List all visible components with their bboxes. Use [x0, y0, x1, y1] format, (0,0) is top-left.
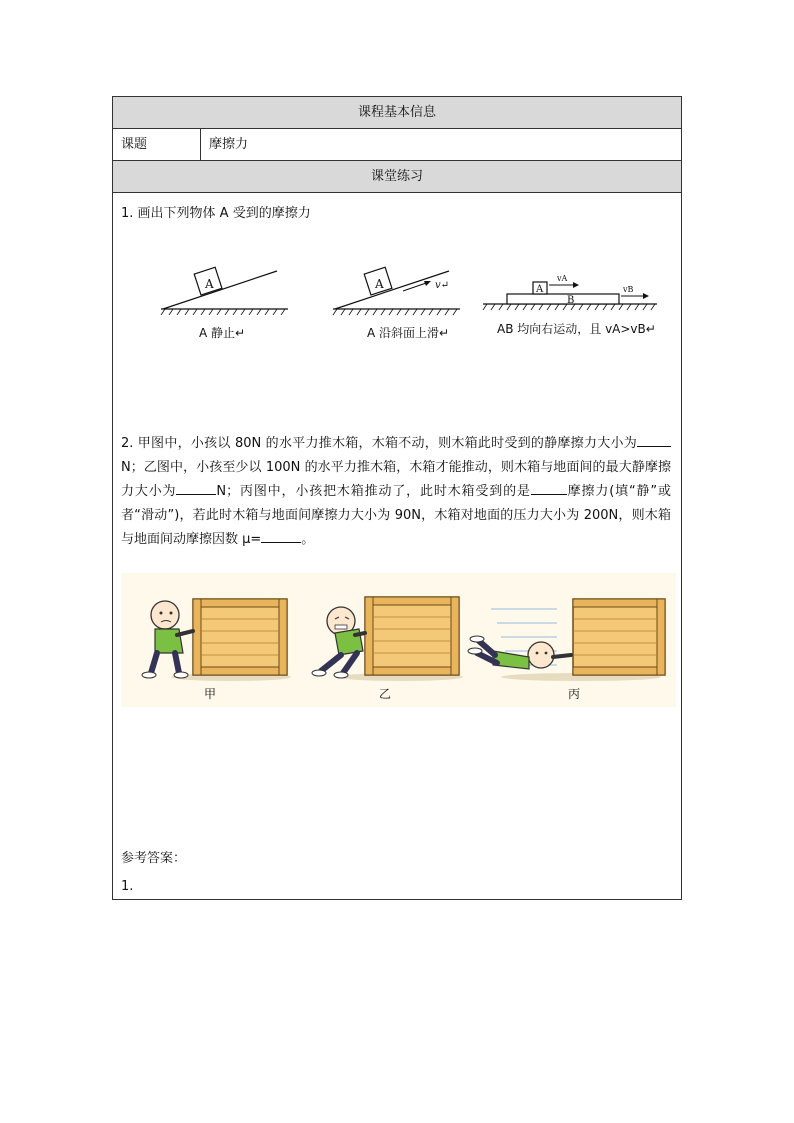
pushing-box-illustration	[121, 573, 676, 707]
question-2-part-4: 摩擦力(填“静”或者“滑动”)，若此时木箱与地面间摩擦力大小为 90N，木箱对地面的压力大小为 200N，则木箱与地面间动摩擦因数 μ=	[121, 484, 671, 547]
question-2-part-3: N；丙图中，小孩把木箱推动了，此时木箱受到的是	[216, 484, 531, 499]
lesson-table	[112, 96, 682, 900]
figure-3-vb: vB	[623, 285, 634, 294]
figure-sliding-incline	[333, 267, 460, 340]
question-2-part-2: N；乙图中，小孩至少以 100N 的水平力推木箱，木箱才能推动，则木箱与地面间的最大静摩擦力大小为	[121, 460, 671, 499]
scene-label-yi: 乙	[379, 687, 392, 701]
topic-row	[113, 129, 681, 161]
answer-blank-3[interactable]	[531, 480, 567, 495]
figure-1-block-label: A	[205, 277, 214, 291]
answer-blank-2[interactable]	[176, 480, 216, 495]
scene-label-bing: 丙	[568, 687, 581, 701]
figure-stacked-blocks	[483, 274, 657, 336]
answer-item-1: 1.	[121, 879, 134, 894]
scene-label-jia: 甲	[204, 687, 217, 701]
figure-2-velocity: v↵	[435, 280, 450, 291]
figure-3-caption: AB 均向右运动，且 vA>vB↵	[497, 322, 656, 336]
figure-3-va: vA	[557, 274, 568, 283]
figure-2-block-label: A	[375, 277, 384, 291]
figure-3-block-a: A	[536, 284, 544, 295]
practice-header: 课堂练习	[113, 161, 681, 193]
figure-2-caption: A 沿斜面上滑↵	[367, 326, 450, 340]
question-2-part-5: 。	[301, 532, 315, 547]
topic-label: 课题	[113, 129, 201, 160]
basic-info-header: 课程基本信息	[113, 97, 681, 129]
answers-title: 参考答案：	[121, 851, 187, 866]
answer-blank-4[interactable]	[261, 528, 301, 543]
question-1-figures	[153, 257, 663, 357]
figure-3-block-b: B	[567, 295, 575, 306]
question-1-text: 1. 画出下列物体 A 受到的摩擦力	[121, 206, 311, 221]
question-2-text	[121, 432, 671, 552]
answer-blank-1[interactable]	[637, 432, 671, 447]
topic-value: 摩擦力	[209, 137, 249, 152]
figure-static-incline	[161, 267, 288, 340]
question-2-part-1: 2. 甲图中，小孩以 80N 的水平力推木箱，木箱不动，则木箱此时受到的静摩擦力大小为	[121, 436, 637, 451]
figure-1-caption: A 静止↵	[199, 326, 246, 340]
